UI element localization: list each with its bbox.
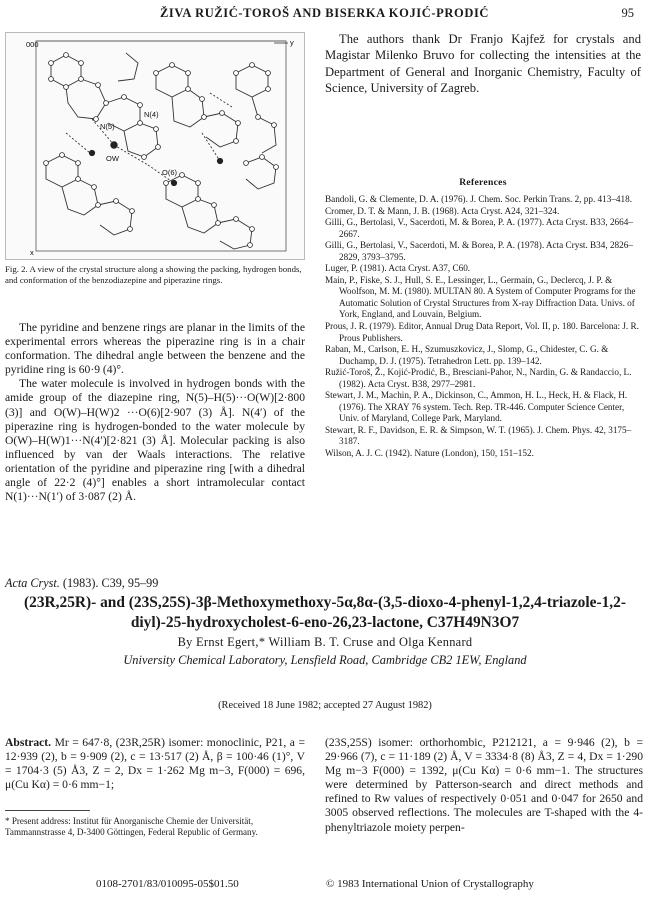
x-axis-label: x (30, 248, 34, 257)
reference-item: Wilson, A. J. C. (1942). Nature (London), 150, 151–152. (325, 448, 534, 459)
footnote: * Present address: Institut für Anorganische Chemie der Universität, Tammannstrasse 4, D-3400 Göttingen, Federal Republic of Germany. (5, 816, 258, 837)
y-axis-label: y (290, 38, 294, 47)
ow-label: OW (106, 154, 119, 163)
abstract-text-left: Mr = 647·8, (23R,25R) isomer: monoclinic, P21, a = 12·939 (2), b = 9·909 (2), c = 13·517 (2) Å, β = 100·46 (1)°, V = 1704·3 (5) Å3, Z = 2, Dx = 1·262 Mg m−3, F(000) = 696, μ(Cu Kα) = 0·6 mm−1; (5, 736, 305, 792)
footnote-rule (5, 810, 90, 811)
reference-item: Stewart, J. M., Machin, P. A., Dickinson, C., Ammon, H. L., Heck, H. & Flack, H. (1976). The XRAY 76 system. Tech. Rep. TR-446. Computer Science Center, Univ. of Maryland, College Park, Maryland. (325, 390, 628, 424)
copyright: © 1983 International Union of Crystallography (326, 878, 534, 890)
n5-label: N(5) (100, 122, 115, 131)
reference-item: Raban, M., Carlson, E. H., Szumuszkovicz, J., Slomp, G., Chidester, C. G. & Duchamp, D. J. (1975). Tetrahedron Lett. pp. 139–142. (325, 344, 609, 366)
running-title: ŽIVA RUŽIĆ-TOROŠ AND BISERKA KOJIĆ-PRODIĆ (160, 6, 490, 20)
received-dates: (Received 18 June 1982; accepted 27 August 1982) (218, 700, 432, 711)
o6-label: O(6) (162, 168, 177, 177)
journal-citation (5, 576, 158, 591)
acknowledgement: The authors thank Dr Franjo Kajfež for crystals and Magistar Milenko Bruvo for collecting the intensities at the Department of General and Inorganic Chemistry, Faculty of Science, University of Zagreb. (325, 32, 641, 96)
references-list (325, 194, 643, 460)
figure-caption: Fig. 2. A view of the crystal structure along a showing the packing, hydrogen bonds, and conformation of the benzodiazepine and piperazine rings. (5, 264, 302, 285)
article-code: 0108-2701/83/010095-05$01.50 (96, 878, 239, 890)
reference-item: Luger, P. (1981). Acta Cryst. A37, C60. (325, 263, 471, 274)
reference-item: Prous, J. R. (1979). Editor, Annual Drug Data Report, Vol. II, p. 180. Barcelona: J. R. Prous Publishers. (325, 321, 639, 343)
origin-label: 000 (26, 40, 39, 49)
reference-item: Bandoli, G. & Clemente, D. A. (1976). J. Chem. Soc. Perkin Trans. 2, pp. 413–418. (325, 194, 633, 204)
reference-item: Gilli, G., Bertolasi, V., Sacerdoti, M. & Borea, P. A. (1977). Acta Cryst. B33, 2664–2667. (325, 217, 633, 239)
article-authors: By Ernst Egert,* William B. T. Cruse and Olga Kennard (177, 635, 473, 649)
reference-item: Main, P., Fiske, S. J., Hull, S. E., Lessinger, L., Germain, G., Declercq, J. P. & Woolfson, M. M. (1980). MULTAN 80. A System of Computer Programs for the Automatic Solution of Crystal Structures from X-ray Diffraction Data. Univs. of York, England, and Louvain, Belgium. (325, 274, 636, 320)
n4-label: N(4) (144, 110, 159, 119)
reference-item: Gilli, G., Bertolasi, V., Sacerdoti, M. & Borea, P. A. (1978). Acta Cryst. B34, 2826–2829, 3793–3795. (325, 240, 633, 262)
reference-item: Ružić-Toroš, Ž., Kojić-Prodić, B., Bresciani-Pahor, N., Nardin, G. & Randaccio, L. (1982). Acta Cryst. B38, 2977–2981. (325, 367, 632, 389)
page-number: 95 (621, 6, 634, 20)
packing-diagram (6, 33, 304, 259)
reference-item: Stewart, R. F., Davidson, E. R. & Simpson, W. T. (1965). J. Chem. Phys. 42, 3175–3187. (325, 424, 632, 447)
body-paragraph: The pyridine and benzene rings are planar in the limits of the experimental errors whereas the piperazine ring is in a chair conformation. The dihedral angle between the benzene and the pyridine ring is 60·9 (4)°. (5, 321, 305, 377)
journal-volume: (1983). C39, 95–99 (59, 576, 159, 590)
body-paragraph: The water molecule is involved in hydrogen bonds with the amide group of the diazepine ring, N(5)–H(5)···O(W)[2·800 (3)] and O(W)–H(W)2 ···O(6)[2·907 (3) Å]. N(4′) of the piperazine ring is hydrogen-bonded to the water molecule by O(W)–H(W)1···N(4′)[2·821 (3) Å]. Molecular packing is also influenced by van der Waals interactions. The relative orientation of the pyridine and piperazine ring [with a dihedral angle of 22·2 (4)°] enables a short intramolecular contact N(1)···N(1′) of 3·087 (2) Å. (5, 377, 305, 504)
body-left-column (5, 321, 305, 504)
article-affiliation: University Chemical Laboratory, Lensfield Road, Cambridge CB2 1EW, England (123, 653, 527, 667)
abstract-right: (23S,25S) isomer: orthorhombic, P212121, a = 9·946 (2), b = 29·966 (7), c = 11·189 (2) Å, V = 3334·8 (8) Å3, Z = 4, Dx = 1·290 Mg m−3 F(000) = 1392, μ(Cu Kα) = 0·6 mm−1. The structures were determined by Patterson-search and direct methods and refined to Rw values of respectively 0·051 and 0·047 for 2650 and 3005 observed reflections. The molecules are T-shaped with the 4-phenyltriazole moiety perpen- (325, 736, 643, 834)
references-heading: References (459, 177, 507, 188)
journal-name: Acta Cryst. (5, 576, 60, 590)
abstract-heading: Abstract. (5, 736, 52, 749)
abstract-left (5, 736, 305, 792)
article-title: (23R,25R)- and (23S,25S)-3β-Methoxymethoxy-5α,8α-(3,5-dioxo-4-phenyl-1,2,4-triazole-1,2-diyl)-25-hydroxycholest-6-eno-26,23-lactone, C37H49N3O7 (24, 594, 626, 631)
reference-item: Cromer, D. T. & Mann, J. B. (1968). Acta Cryst. A24, 321–324. (325, 205, 560, 216)
crystal-structure-figure (5, 32, 305, 260)
running-header (0, 4, 650, 24)
